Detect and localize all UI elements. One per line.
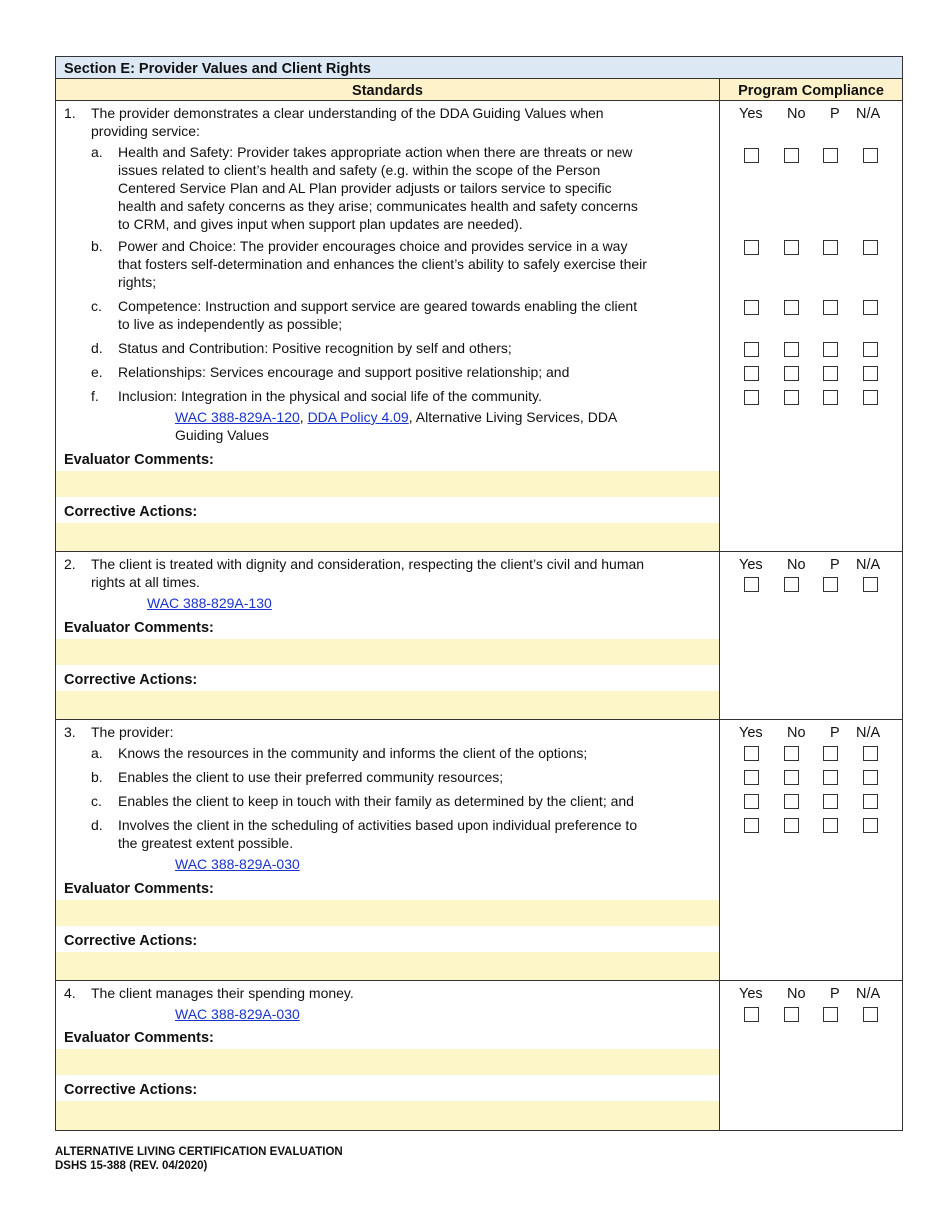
subitem-text-line: Inclusion: Integration in the physical and social life of the community. xyxy=(118,388,542,404)
p-checkbox[interactable] xyxy=(823,366,838,381)
yes-checkbox[interactable] xyxy=(744,746,759,761)
subitem-letter: c. xyxy=(91,793,102,809)
standard-cell xyxy=(56,552,720,719)
wac-link[interactable]: WAC 388-829A-030 xyxy=(175,1006,300,1022)
subitem-letter: d. xyxy=(91,340,103,356)
evaluator-comments-field[interactable] xyxy=(56,1049,719,1075)
item-text-line: rights at all times. xyxy=(91,574,200,590)
item-text-line: providing service: xyxy=(91,123,200,139)
p-checkbox[interactable] xyxy=(823,240,838,255)
subitem-text-line: Knows the resources in the community and informs the client of the options; xyxy=(118,745,588,761)
no-checkbox[interactable] xyxy=(784,818,799,833)
corrective-actions-label: Corrective Actions: xyxy=(64,1082,198,1098)
evaluator-comments-field[interactable] xyxy=(56,900,719,926)
yes-checkbox[interactable] xyxy=(744,770,759,785)
na-checkbox[interactable] xyxy=(863,818,878,833)
item-text-line: The client is treated with dignity and consideration, respecting the client’s civil and human xyxy=(91,556,645,572)
na-header: N/A xyxy=(856,106,881,122)
subitem-text-line: Enables the client to keep in touch with their family as determined by the client; and xyxy=(118,793,634,809)
subitem-text-line: Status and Contribution: Positive recognition by self and others; xyxy=(118,340,512,356)
compliance-cell xyxy=(720,101,902,551)
evaluator-comments-label: Evaluator Comments: xyxy=(64,452,214,468)
p-header: P xyxy=(830,557,840,573)
subitem-text-line: Enables the client to use their preferred community resources; xyxy=(118,769,504,785)
p-checkbox[interactable] xyxy=(823,300,838,315)
no-checkbox[interactable] xyxy=(784,148,799,163)
item-text-line: The provider: xyxy=(91,724,174,740)
column-header-row xyxy=(56,79,902,101)
no-checkbox[interactable] xyxy=(784,390,799,405)
item-text-line: The client manages their spending money. xyxy=(91,985,354,1001)
yes-checkbox[interactable] xyxy=(744,577,759,592)
subitem-text-line: issues related to client’s health and safety (e.g. within the scope of the Person xyxy=(118,162,601,178)
no-header: No xyxy=(787,986,806,1002)
no-header: No xyxy=(787,106,806,122)
reference-line xyxy=(147,595,272,613)
na-checkbox[interactable] xyxy=(863,366,878,381)
page-footer xyxy=(55,1145,343,1173)
na-checkbox[interactable] xyxy=(863,770,878,785)
subitem-letter: a. xyxy=(91,745,103,761)
wac-link[interactable]: WAC 388-829A-130 xyxy=(147,595,272,611)
subitem-text-line: that fosters self-determination and enhances the client’s ability to safely exercise their xyxy=(118,256,647,272)
na-header: N/A xyxy=(856,725,881,741)
standards-header: Standards xyxy=(56,79,720,100)
p-checkbox[interactable] xyxy=(823,1007,838,1022)
yes-checkbox[interactable] xyxy=(744,342,759,357)
form-title: ALTERNATIVE LIVING CERTIFICATION EVALUATION xyxy=(55,1146,343,1158)
subitem-letter: b. xyxy=(91,769,103,785)
subitem-text-line: Centered Service Plan and AL Plan provider adjusts or tailors service to specific xyxy=(118,180,612,196)
na-checkbox[interactable] xyxy=(863,746,878,761)
item-number: 3. xyxy=(64,724,76,740)
corrective-actions-label: Corrective Actions: xyxy=(64,933,198,949)
corrective-actions-field[interactable] xyxy=(56,691,719,719)
yes-header: Yes xyxy=(739,986,763,1002)
yes-checkbox[interactable] xyxy=(744,366,759,381)
subitem-letter: d. xyxy=(91,817,103,833)
wac-link[interactable]: WAC 388-829A-030 xyxy=(175,856,300,872)
p-header: P xyxy=(830,106,840,122)
reference-line xyxy=(175,409,617,427)
corrective-actions-label: Corrective Actions: xyxy=(64,504,198,520)
p-checkbox[interactable] xyxy=(823,342,838,357)
compliance-cell xyxy=(720,981,902,1130)
na-checkbox[interactable] xyxy=(863,342,878,357)
no-checkbox[interactable] xyxy=(784,342,799,357)
yes-checkbox[interactable] xyxy=(744,390,759,405)
yes-checkbox[interactable] xyxy=(744,148,759,163)
p-checkbox[interactable] xyxy=(823,746,838,761)
evaluator-comments-field[interactable] xyxy=(56,639,719,665)
na-checkbox[interactable] xyxy=(863,577,878,592)
no-checkbox[interactable] xyxy=(784,577,799,592)
program-compliance-header: Program Compliance xyxy=(738,83,884,99)
section-title: Section E: Provider Values and Client Rights xyxy=(56,57,902,79)
subitem-text-line: the greatest extent possible. xyxy=(118,835,294,851)
no-header: No xyxy=(787,557,806,573)
standard-row-1 xyxy=(56,101,902,552)
subitem-text-line: Health and Safety: Provider takes appropriate action when there are threats or new xyxy=(118,144,633,160)
standard-cell xyxy=(56,101,720,551)
standard-row-2 xyxy=(56,552,902,720)
na-header: N/A xyxy=(856,557,881,573)
yes-header: Yes xyxy=(739,725,763,741)
dda-policy-link[interactable]: DDA Policy 4.09 xyxy=(307,409,409,425)
compliance-cell xyxy=(720,720,902,980)
p-header: P xyxy=(830,986,840,1002)
no-checkbox[interactable] xyxy=(784,240,799,255)
no-checkbox[interactable] xyxy=(784,1007,799,1022)
reference-line xyxy=(175,856,300,874)
subitem-text-line: health and safety concerns as they arise; communicates health and safety concerns xyxy=(118,198,638,214)
evaluation-form xyxy=(55,56,903,1131)
subitem-text-line: rights; xyxy=(118,274,157,290)
no-checkbox[interactable] xyxy=(784,366,799,381)
subitem-text-line: Involves the client in the scheduling of activities based upon individual preference to xyxy=(118,817,638,833)
na-checkbox[interactable] xyxy=(863,1007,878,1022)
evaluator-comments-label: Evaluator Comments: xyxy=(64,1030,214,1046)
na-checkbox[interactable] xyxy=(863,390,878,405)
p-checkbox[interactable] xyxy=(823,794,838,809)
compliance-cell xyxy=(720,552,902,719)
subitem-letter: e. xyxy=(91,364,103,380)
no-checkbox[interactable] xyxy=(784,794,799,809)
no-checkbox[interactable] xyxy=(784,770,799,785)
item-number: 4. xyxy=(64,985,76,1001)
yes-checkbox[interactable] xyxy=(744,300,759,315)
item-number: 2. xyxy=(64,556,76,572)
na-checkbox[interactable] xyxy=(863,300,878,315)
yes-header: Yes xyxy=(739,557,763,573)
reference-separator: , xyxy=(299,409,308,425)
p-checkbox[interactable] xyxy=(823,770,838,785)
p-checkbox[interactable] xyxy=(823,390,838,405)
reference-line xyxy=(175,1006,300,1024)
subitem-text-line: to CRM, and gives input when support plan updates are needed). xyxy=(118,216,523,232)
p-header: P xyxy=(830,725,840,741)
no-checkbox[interactable] xyxy=(784,746,799,761)
p-checkbox[interactable] xyxy=(823,818,838,833)
standard-cell xyxy=(56,720,720,980)
evaluator-comments-label: Evaluator Comments: xyxy=(64,620,214,636)
form-number: DSHS 15-388 (REV. 04/2020) xyxy=(55,1160,208,1172)
p-checkbox[interactable] xyxy=(823,148,838,163)
reference-tail: , Alternative Living Services, DDA xyxy=(408,409,618,425)
item-text-line: The provider demonstrates a clear understanding of the DDA Guiding Values when xyxy=(91,105,604,121)
subitem-text-line: Competence: Instruction and support service are geared towards enabling the client xyxy=(118,298,638,314)
subitem-letter: f. xyxy=(91,388,99,404)
subitem-text-line: Relationships: Services encourage and support positive relationship; and xyxy=(118,364,570,380)
no-checkbox[interactable] xyxy=(784,300,799,315)
standard-cell xyxy=(56,981,720,1130)
yes-checkbox[interactable] xyxy=(744,240,759,255)
na-checkbox[interactable] xyxy=(863,240,878,255)
standard-row-4 xyxy=(56,981,902,1130)
standard-row-3 xyxy=(56,720,902,981)
subitem-letter: b. xyxy=(91,238,103,254)
corrective-actions-field[interactable] xyxy=(56,1101,719,1130)
evaluator-comments-field[interactable] xyxy=(56,471,719,497)
corrective-actions-label: Corrective Actions: xyxy=(64,672,198,688)
subitem-text-line: Power and Choice: The provider encourages choice and provides service in a way xyxy=(118,238,628,254)
na-header: N/A xyxy=(856,986,881,1002)
corrective-actions-field[interactable] xyxy=(56,952,719,980)
yes-header: Yes xyxy=(739,106,763,122)
wac-link[interactable]: WAC 388-829A-120 xyxy=(175,409,300,425)
subitem-letter: c. xyxy=(91,298,102,314)
p-checkbox[interactable] xyxy=(823,577,838,592)
yes-checkbox[interactable] xyxy=(744,818,759,833)
na-checkbox[interactable] xyxy=(863,148,878,163)
subitem-text-line: to live as independently as possible; xyxy=(118,316,343,332)
yes-checkbox[interactable] xyxy=(744,1007,759,1022)
item-number: 1. xyxy=(64,105,76,121)
yes-checkbox[interactable] xyxy=(744,794,759,809)
na-checkbox[interactable] xyxy=(863,794,878,809)
evaluator-comments-label: Evaluator Comments: xyxy=(64,881,214,897)
reference-line-2: Guiding Values xyxy=(175,427,269,443)
subitem-letter: a. xyxy=(91,144,103,160)
corrective-actions-field[interactable] xyxy=(56,523,719,551)
no-header: No xyxy=(787,725,806,741)
